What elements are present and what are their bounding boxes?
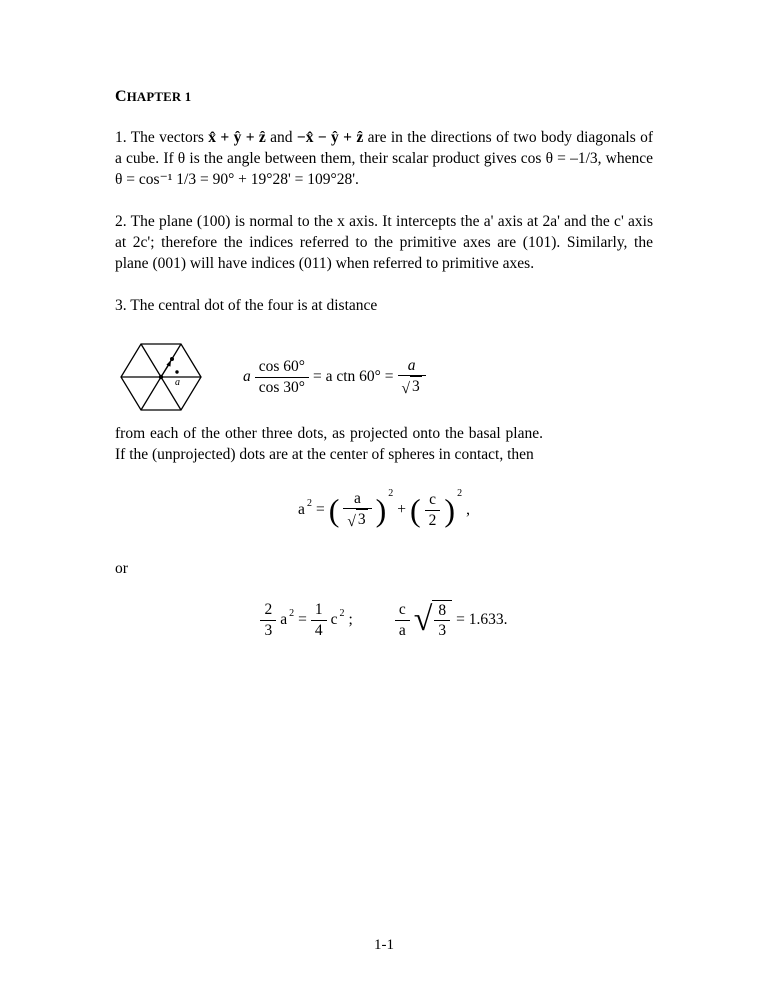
c-over-a-fraction xyxy=(395,600,410,640)
math-variable: a xyxy=(280,610,288,628)
problem-1-text xyxy=(115,127,653,190)
math-denominator: a xyxy=(395,620,410,640)
math-numerator: c xyxy=(398,601,406,619)
math-fragment: = xyxy=(298,610,307,628)
math-variable: a xyxy=(298,501,305,519)
problem-2-text: 2. The plane (100) is normal to the x axis. It intercepts the a' axis at 2a' and the c' axis at 2c'; therefore the indices referred to the primitive axes are (101). Similarly, the plane (001) will have indices (011) when referred to primitive axes. xyxy=(115,213,653,272)
close-paren: ) xyxy=(444,491,456,528)
p1-segment: and xyxy=(265,129,297,146)
math-denominator: 2 xyxy=(425,510,441,530)
math-exponent: 2 xyxy=(306,498,312,510)
close-paren: ) xyxy=(375,491,387,528)
math-fragment: = 1.633. xyxy=(456,610,508,628)
c-over-2-fraction xyxy=(425,490,441,530)
problem-3-intro: 3. The central dot of the four is at distance xyxy=(115,297,378,314)
radical-symbol: √ xyxy=(413,601,433,638)
open-paren: ( xyxy=(410,491,421,528)
math-denominator xyxy=(343,508,371,531)
vector-expression-2: −x̂ − ŷ + ẑ xyxy=(296,129,364,146)
math-denominator xyxy=(398,375,426,398)
a-over-sqrt3-fraction xyxy=(398,356,426,399)
math-fragment: ; xyxy=(348,610,353,628)
hexagon-figure xyxy=(115,337,207,417)
math-denominator: cos 30° xyxy=(255,377,309,397)
pythagoras-formula xyxy=(296,489,472,532)
two-thirds-fraction xyxy=(260,600,276,640)
math-exponent: 2 xyxy=(388,488,394,500)
math-exponent: 2 xyxy=(289,608,295,619)
math-variable: c xyxy=(330,610,338,628)
square-root xyxy=(347,509,367,529)
math-numerator: a xyxy=(407,356,416,374)
math-fragment: , xyxy=(466,501,470,519)
radical-symbol: √ xyxy=(401,379,411,397)
math-fragment: + xyxy=(397,501,407,519)
result-formula-block xyxy=(115,600,653,641)
problem-3-continuation: from each of the other three dots, as projected onto the basal plane. If the (unprojected) dots are at the center of spheres in contact, then xyxy=(115,425,543,463)
math-numerator: 2 xyxy=(264,601,273,619)
math-numerator: 1 xyxy=(314,601,323,619)
square-root xyxy=(402,376,422,396)
eight-thirds-fraction xyxy=(434,601,450,641)
page-content xyxy=(115,88,653,640)
side-dot xyxy=(175,370,178,373)
math-denominator: 3 xyxy=(434,620,450,640)
math-numerator: a xyxy=(354,490,361,507)
chapter-rest: HAPTER 1 xyxy=(126,90,192,104)
page-number: 1-1 xyxy=(374,937,394,953)
math-variable: a xyxy=(243,367,251,385)
pythagoras-formula-block xyxy=(115,489,653,532)
figure-and-formula-row xyxy=(115,337,653,417)
a-over-sqrt3-fraction xyxy=(343,489,371,532)
vector-expression-1: x̂ + ŷ + ẑ xyxy=(208,129,266,146)
p1-segment: 1. The vectors xyxy=(115,129,209,146)
result-equation-2 xyxy=(393,600,510,641)
upper-dot xyxy=(170,357,174,361)
radicand xyxy=(432,600,452,641)
math-fragment: = xyxy=(315,501,325,519)
one-quarter-fraction xyxy=(311,600,327,640)
math-exponent: 2 xyxy=(457,488,463,500)
square-root xyxy=(414,600,452,641)
math-denominator: 3 xyxy=(260,620,276,640)
radicand: 3 xyxy=(412,378,420,396)
radical-symbol: √ xyxy=(347,513,356,531)
math-exponent: 2 xyxy=(339,608,345,619)
p1-segment: are in the directions of two body diagonals of a cube. If θ is the angle between them, their scalar product gives cos θ = –1/3, whence xyxy=(115,129,654,167)
cos-fraction xyxy=(255,357,309,397)
distance-formula xyxy=(241,356,428,399)
math-numerator: cos 60° xyxy=(258,358,305,376)
arrow-head-icon xyxy=(166,360,171,367)
radicand: 3 xyxy=(357,511,366,529)
p1-equation: θ = cos⁻¹ 1/3 = 90° + 19°28' = 109°28'. xyxy=(115,171,359,188)
result-equation-1 xyxy=(258,600,354,640)
math-numerator: 8 xyxy=(438,601,447,619)
chapter-initial: C xyxy=(115,88,127,105)
math-denominator: 4 xyxy=(311,620,327,640)
figure-label-a: a xyxy=(175,377,180,388)
math-fragment: = a ctn 60° = xyxy=(313,367,394,385)
chapter-title xyxy=(115,88,653,106)
math-numerator: c xyxy=(429,491,436,509)
or-text: or xyxy=(115,559,128,577)
open-paren: ( xyxy=(328,491,340,528)
